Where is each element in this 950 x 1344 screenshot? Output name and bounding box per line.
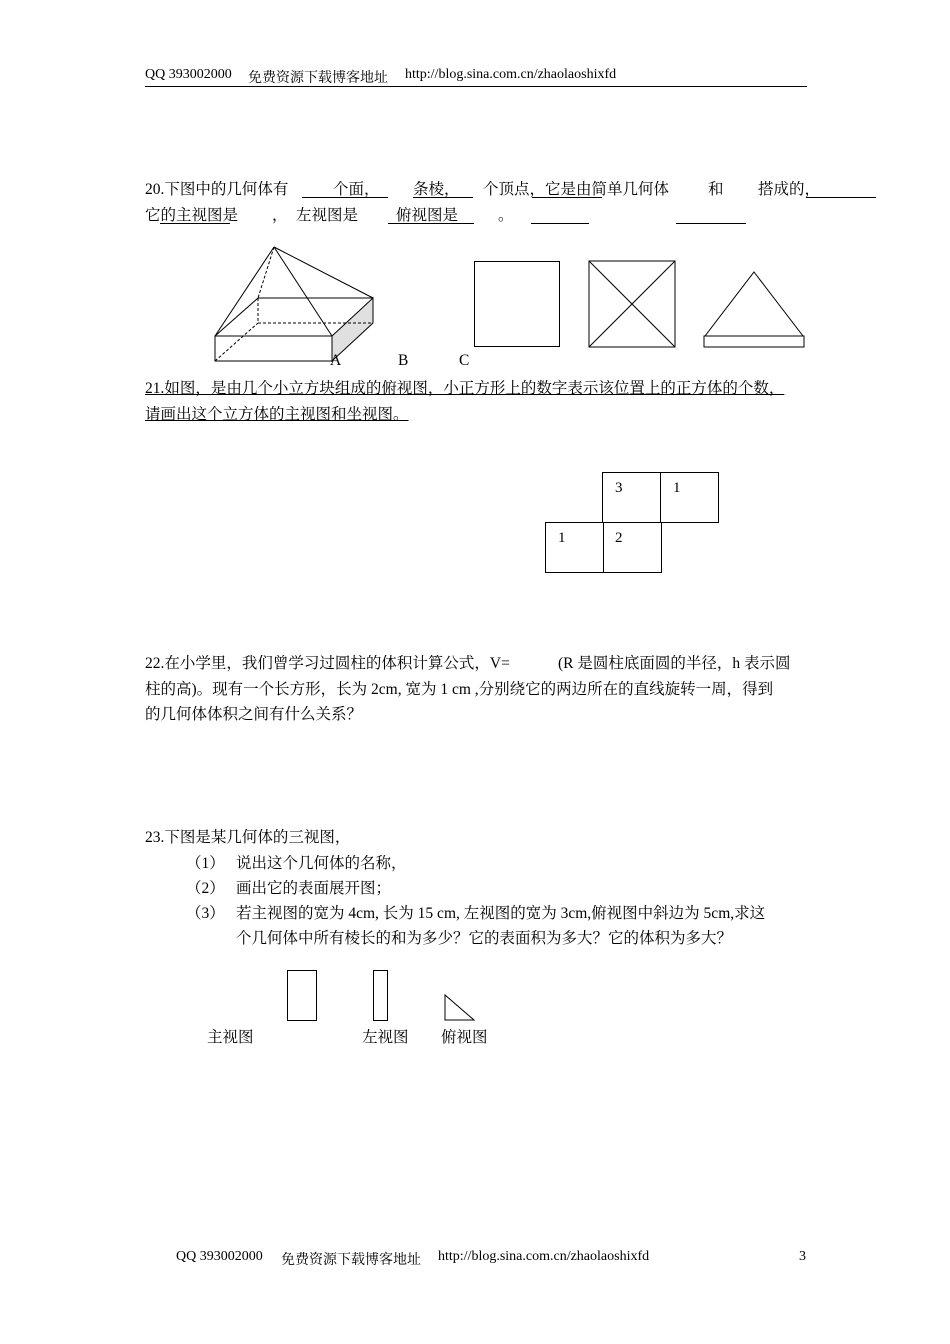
q21-cell-top-right xyxy=(660,472,719,523)
header-url[interactable]: http://blog.sina.com.cn/zhaolaoshixfd xyxy=(405,67,617,82)
q20-line2-c: 左视图是 xyxy=(296,207,359,224)
q20-blank-left-view[interactable] xyxy=(388,223,474,224)
q21-cell-count: 3 xyxy=(615,480,623,496)
q20-text-6: 搭成的， xyxy=(758,181,821,198)
q20-blank-solid-2[interactable] xyxy=(806,197,876,198)
q20-blank-vertices[interactable] xyxy=(532,197,602,198)
q20-solid-figure xyxy=(210,244,380,369)
q21-cell-bottom-right xyxy=(603,522,662,573)
q20-line2-b: ， xyxy=(272,207,288,224)
q23-item-2-num: （2） xyxy=(186,880,225,897)
q23-item-2-text: 画出它的表面展开图； xyxy=(236,880,392,897)
page-number: 3 xyxy=(799,1249,806,1264)
q20-blank-extra[interactable] xyxy=(676,223,746,224)
q20-text-4: 个顶点，它是由简单几何体 xyxy=(483,181,670,198)
q21-line-2: 请画出这个立方体的主视图和坐视图。 xyxy=(145,406,409,423)
q21-cell-bottom-left xyxy=(545,522,604,573)
q23-item-3-continued: 个几何体中所有棱长的和为多少？它的表面积为多大？它的体积为多大？ xyxy=(236,930,733,947)
q20-blank-a xyxy=(340,197,388,198)
q20-text-1: 20.下图中的几何体有 xyxy=(145,181,289,198)
q21-cell-top-left xyxy=(602,472,661,523)
q21-cell-count: 1 xyxy=(558,530,566,546)
q20-line2-a: 它的主视图是 xyxy=(145,207,239,224)
q20-blank-main-view[interactable] xyxy=(160,223,230,224)
q23-item-3-num: （3） xyxy=(186,905,225,922)
header-label: 免费资源下载博客地址 xyxy=(248,71,388,86)
q23-top-view-triangle xyxy=(444,994,476,1022)
q20-line2-e: 。 xyxy=(498,207,514,224)
q23-main-view-rect xyxy=(287,970,317,1021)
q23-label-left-view: 左视图 xyxy=(362,1029,409,1046)
q22-line-2: 柱的高)。现有一个长方形，长为 2cm, 宽为 1 cm ,分别绕它的两边所在的直线旋转一周，得到 xyxy=(145,681,774,698)
q20-view-b-crossed-square xyxy=(588,260,676,348)
q23-label-main-view: 主视图 xyxy=(207,1029,254,1046)
q23-item-3-text: 若主视图的宽为 4cm, 长为 15 cm, 左视图的宽为 3cm,俯视图中斜边为 5cm,求这 xyxy=(236,905,766,922)
q20-line2-d: 俯视图是 xyxy=(396,207,459,224)
q20-label-c: C xyxy=(459,352,470,369)
q23-item-1-text: 说出这个几何体的名称， xyxy=(236,855,407,872)
q20-text-5: 和 xyxy=(708,181,724,198)
q20-blank-top-view[interactable] xyxy=(531,223,589,224)
q23-title: 23.下图是某几何体的三视图， xyxy=(145,829,351,846)
q22-line-1b: (R 是圆柱底面圆的半径，h 表示圆 xyxy=(558,655,791,672)
q23-label-top-view: 俯视图 xyxy=(441,1029,488,1046)
q22-line-1a: 22.在小学里，我们曾学习过圆柱的体积计算公式，V= xyxy=(145,655,510,672)
footer-label: 免费资源下载博客地址 xyxy=(281,1253,421,1268)
q21-line-1: 21.如图，是由几个小立方块组成的俯视图，小正方形上的数字表示该位置上的正方体的个数， xyxy=(145,380,785,397)
q22-line-3: 的几何体体积之间有什么关系？ xyxy=(145,706,363,723)
header-qq: QQ 393002000 xyxy=(145,67,232,82)
q20-text-3: 条棱， xyxy=(413,181,460,198)
footer-url[interactable]: http://blog.sina.com.cn/zhaolaoshixfd xyxy=(438,1249,650,1264)
q21-cell-count: 1 xyxy=(673,480,681,496)
q20-text-2: 个面， xyxy=(333,181,380,198)
q20-blank-edges[interactable] xyxy=(413,197,473,198)
q23-left-view-rect xyxy=(373,970,388,1021)
q20-view-c-triangle xyxy=(702,270,806,350)
q20-label-b: B xyxy=(398,352,409,369)
q21-cell-count: 2 xyxy=(615,530,623,546)
footer-qq: QQ 393002000 xyxy=(176,1249,263,1264)
header-rule xyxy=(145,86,807,87)
q23-item-1-num: （1） xyxy=(186,855,225,872)
q20-label-a: A xyxy=(330,352,342,369)
q20-view-a-square xyxy=(474,261,560,347)
